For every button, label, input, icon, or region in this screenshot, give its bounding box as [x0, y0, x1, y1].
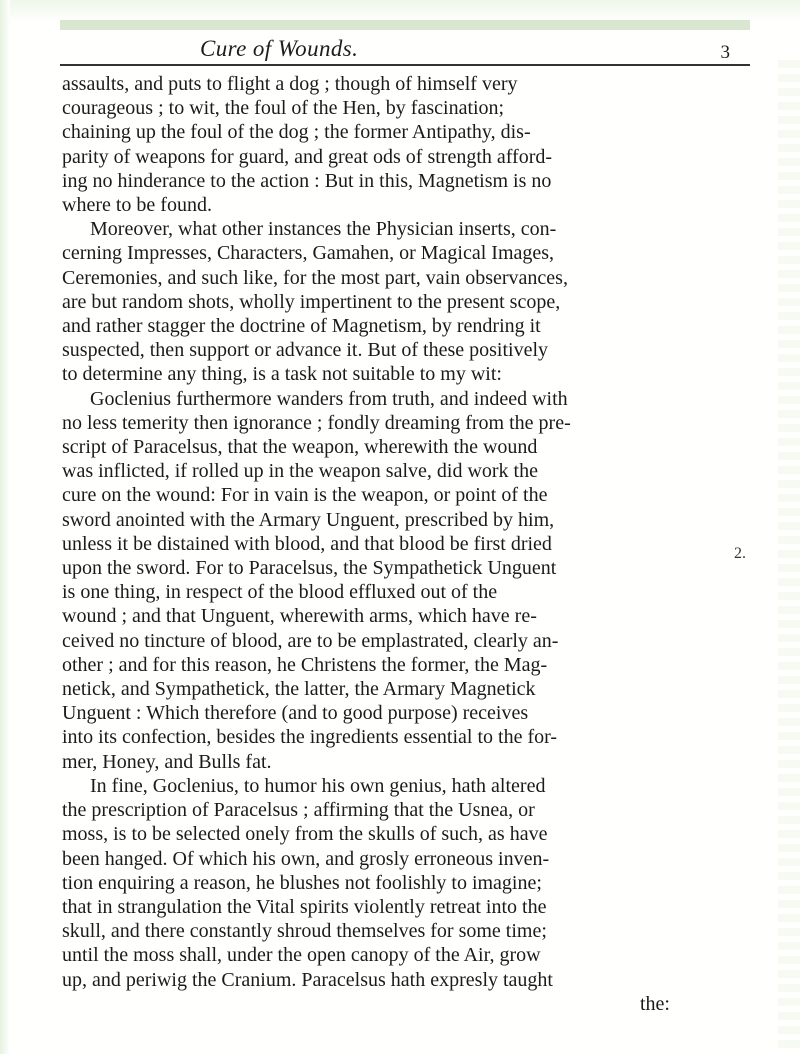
body-text [62, 72, 722, 1016]
text-line: Unguent : Which therefore (and to good purpose) receives [62, 702, 529, 725]
text-line: been hanged. Of which his own, and grosly erroneous inven- [62, 847, 550, 870]
paragraph-start-line: Goclenius furthermore wanders from truth, and indeed with [90, 387, 568, 410]
text-line: suspected, then support or advance it. But of these positively [62, 339, 549, 362]
text-line: assaults, and puts to flight a dog ; though of himself very [62, 73, 518, 95]
text-line: other ; and for this reason, he Christens the former, the Mag- [62, 653, 548, 676]
text-line: no less temerity then ignorance ; fondly dreaming from the pre- [62, 411, 571, 434]
text-line: wound ; and that Unguent, wherewith arms, which have re- [62, 605, 537, 628]
text-line: moss, is to be selected onely from the skulls of such, as have [62, 823, 548, 846]
text-line: Ceremonies, and such like, for the most part, vain observances, [62, 266, 568, 289]
running-head [0, 36, 800, 66]
text-line: cure on the wound: For in vain is the weapon, or point of the [62, 484, 548, 507]
text-line: was inflicted, if rolled up in the weapon salve, did work the [62, 460, 538, 483]
text-line: netick, and Sympathetick, the latter, the Armary Magnetick [62, 678, 536, 701]
text-line: up, and periwig the Cranium. Paracelsus hath expresly taught [62, 968, 553, 991]
text-line: parity of weapons for guard, and great ods of strength afford- [62, 145, 553, 168]
text-line: chaining up the foul of the dog ; the former Antipathy, dis- [62, 121, 531, 144]
text-line: upon the sword. For to Paracelsus, the Sympathetick Unguent [62, 557, 557, 580]
header-rule [60, 64, 750, 66]
text-line: mer, Honey, and Bulls fat. [62, 750, 272, 773]
text-line: the prescription of Paracelsus ; affirming that the Usnea, or [62, 799, 535, 822]
text-line: to determine any thing, is a task not suitable to my wit: [62, 363, 502, 386]
paragraph-start-line: In fine, Goclenius, to humor his own genius, hath altered [90, 774, 546, 797]
text-line: script of Paracelsus, that the weapon, wherewith the wound [62, 436, 538, 459]
text-line: tion enquiring a reason, he blushes not foolishly to imagine; [62, 871, 542, 894]
text-line: cerning Impresses, Characters, Gamahen, or Magical Images, [62, 242, 555, 265]
text-line: sword anointed with the Armary Unguent, prescribed by him, [62, 508, 555, 531]
text-line: and rather stagger the doctrine of Magnetism, by rendring it [62, 315, 541, 338]
text-line: ceived no tincture of blood, are to be emplastrated, clearly an- [62, 629, 559, 652]
text-line: is one thing, in respect of the blood effluxed out of the [62, 581, 498, 604]
text-line: courageous ; to wit, the foul of the Hen, by fascination; [62, 97, 505, 120]
running-title: Cure of Wounds. [200, 36, 359, 61]
text-line: that in strangulation the Vital spirits violently retreat into the [62, 895, 547, 918]
text-line: until the moss shall, under the open canopy of the Air, grow [62, 944, 541, 967]
text-line: ing no hinderance to the action : But in this, Magnetism is no [62, 169, 552, 192]
text-line: into its confection, besides the ingredients essential to the for- [62, 726, 558, 749]
margin-note: 2. [734, 545, 746, 562]
text-line: are but random shots, wholly impertinent to the present scope, [62, 290, 561, 313]
text-line: where to be found. [62, 194, 212, 217]
text-line: skull, and there constantly shroud themselves for some time; [62, 920, 547, 943]
paragraph-start-line: Moreover, what other instances the Physician inserts, con- [90, 218, 557, 241]
page-number: 3 [720, 42, 730, 63]
catchword: the: [640, 992, 670, 1015]
text-line: unless it be distained with blood, and that blood be first dried [62, 532, 552, 555]
